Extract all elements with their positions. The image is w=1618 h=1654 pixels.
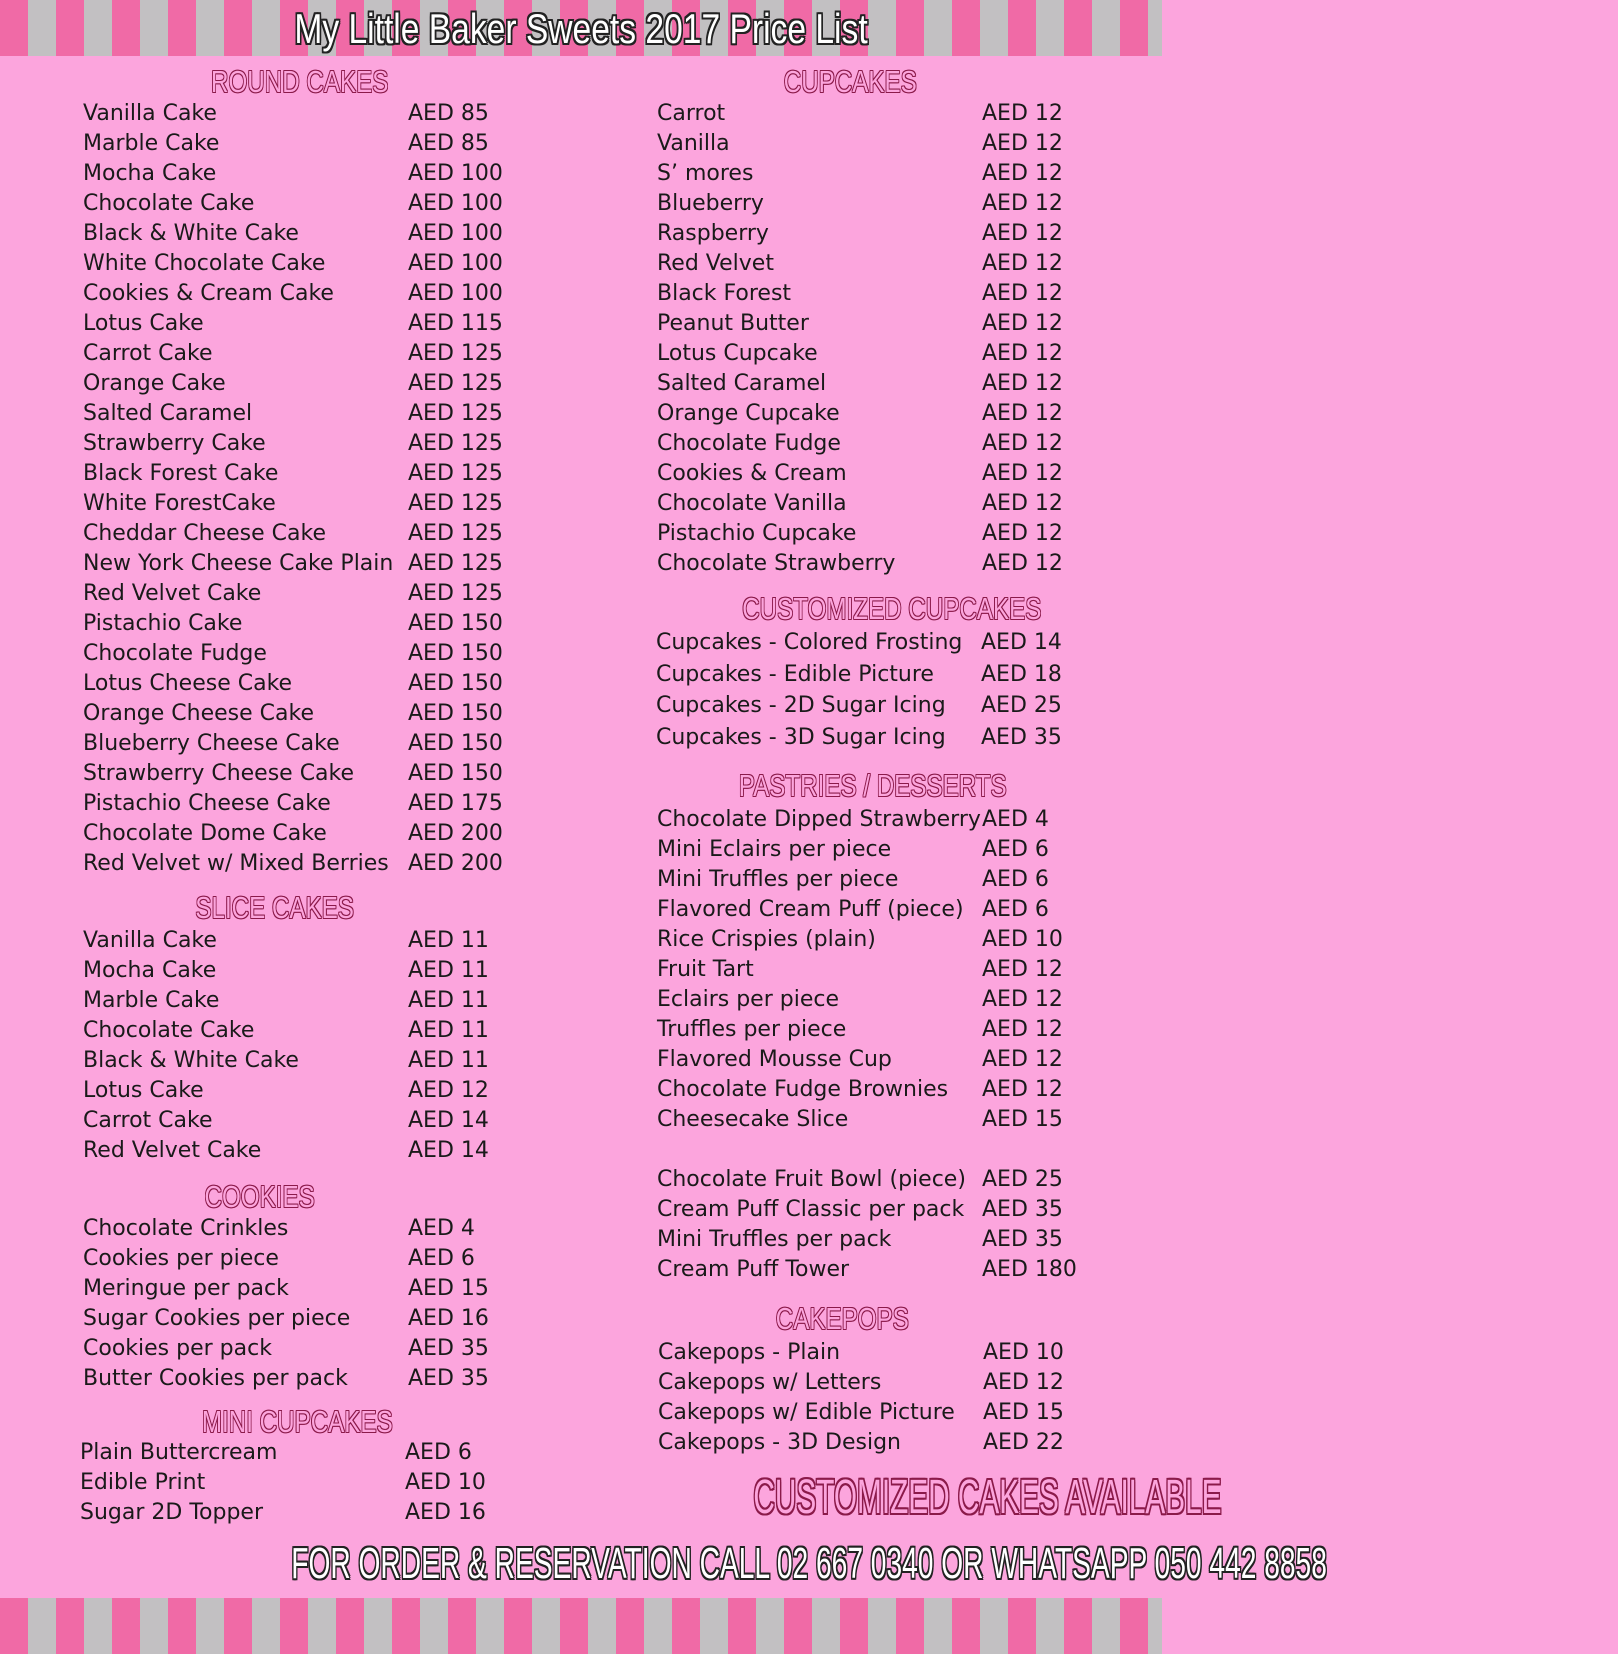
item-price: AED 12 xyxy=(982,371,1063,396)
menu-item xyxy=(657,309,1092,339)
item-price: AED 12 xyxy=(982,551,1063,576)
menu-item xyxy=(83,789,518,819)
menu-item xyxy=(657,399,1092,429)
menu-item xyxy=(657,489,1092,519)
item-name: Cakepops w/ Letters xyxy=(658,1370,882,1395)
item-price: AED 175 xyxy=(408,791,503,816)
menu-item xyxy=(658,1368,1093,1398)
item-price: AED 12 xyxy=(982,987,1063,1012)
item-name: Cakepops - Plain xyxy=(658,1340,841,1365)
menu-item xyxy=(657,805,1092,835)
item-name: Black & White Cake xyxy=(83,1048,299,1073)
item-name: Black & White Cake xyxy=(83,221,299,246)
item-name: Mocha Cake xyxy=(83,161,217,186)
item-price: AED 11 xyxy=(408,1018,489,1043)
menu-item xyxy=(83,429,518,459)
section-heading-pastries-desserts: PASTRIES / DESSERTS xyxy=(738,768,1007,803)
item-price: AED 125 xyxy=(408,371,503,396)
item-name: Truffles per piece xyxy=(657,1017,847,1042)
menu-item xyxy=(657,99,1092,129)
menu-item xyxy=(656,691,1091,721)
item-price: AED 12 xyxy=(982,221,1063,246)
menu-item xyxy=(83,1214,518,1244)
item-price: AED 12 xyxy=(982,341,1063,366)
menu-item xyxy=(83,639,518,669)
item-price: AED 25 xyxy=(981,693,1062,718)
item-price: AED 35 xyxy=(982,1197,1063,1222)
item-price: AED 12 xyxy=(982,521,1063,546)
menu-item xyxy=(83,159,518,189)
item-price: AED 12 xyxy=(982,461,1063,486)
item-price: AED 12 xyxy=(982,431,1063,456)
item-name: Vanilla Cake xyxy=(83,101,217,126)
item-price: AED 125 xyxy=(408,551,503,576)
menu-item xyxy=(83,189,518,219)
menu-item xyxy=(656,628,1091,658)
item-price: AED 10 xyxy=(983,1340,1064,1365)
page-title: My Little Baker Sweets 2017 Price List xyxy=(294,5,868,52)
item-name: Salted Caramel xyxy=(657,371,827,396)
item-name: Chocolate Fudge xyxy=(657,431,841,456)
item-price: AED 200 xyxy=(408,851,503,876)
item-price: AED 25 xyxy=(982,1167,1063,1192)
item-price: AED 12 xyxy=(982,1077,1063,1102)
item-name: Black Forest xyxy=(657,281,792,306)
item-price: AED 180 xyxy=(982,1257,1077,1282)
item-price: AED 12 xyxy=(983,1370,1064,1395)
item-name: Salted Caramel xyxy=(83,401,253,426)
menu-item xyxy=(83,249,518,279)
item-name: Black Forest Cake xyxy=(83,461,279,486)
item-price: AED 11 xyxy=(408,988,489,1013)
item-name: Cakepops w/ Edible Picture xyxy=(658,1400,955,1425)
customized-cakes-banner: CUSTOMIZED CAKES AVAILABLE xyxy=(753,1471,1222,1524)
item-name: Cupcakes - 3D Sugar Icing xyxy=(656,724,946,750)
item-name: New York Cheese Cake Plain xyxy=(83,551,394,576)
item-name: Chocolate Fruit Bowl (piece) xyxy=(657,1167,966,1192)
item-price: AED 15 xyxy=(408,1276,489,1301)
item-price: AED 150 xyxy=(408,641,503,666)
menu-item xyxy=(657,955,1092,985)
menu-item xyxy=(83,609,518,639)
item-name: Marble Cake xyxy=(83,988,220,1013)
item-price: AED 100 xyxy=(408,191,503,216)
item-price: AED 15 xyxy=(982,1107,1063,1132)
item-name: Red Velvet xyxy=(657,251,774,276)
item-price: AED 125 xyxy=(408,431,503,456)
item-name: Cheesecake Slice xyxy=(657,1107,849,1132)
item-name: Red Velvet Cake xyxy=(83,581,262,606)
menu-item xyxy=(657,339,1092,369)
item-price: AED 100 xyxy=(408,281,503,306)
menu-item xyxy=(83,699,518,729)
section-heading-customized-cupcakes: CUSTOMIZED CUPCAKES xyxy=(742,591,1042,626)
item-price: AED 100 xyxy=(408,161,503,186)
item-price: AED 11 xyxy=(408,928,489,953)
menu-item xyxy=(83,1274,518,1304)
menu-item xyxy=(83,759,518,789)
item-price: AED 115 xyxy=(408,311,503,336)
item-name: Cupcakes - Edible Picture xyxy=(656,661,934,687)
item-name: Cupcakes - 2D Sugar Icing xyxy=(656,693,946,718)
item-name: White ForestCake xyxy=(83,491,276,516)
item-price: AED 12 xyxy=(982,491,1063,516)
menu-item xyxy=(83,1304,518,1334)
item-name: Butter Cookies per pack xyxy=(83,1366,348,1391)
item-price: AED 11 xyxy=(408,958,489,983)
menu-item xyxy=(83,309,518,339)
item-name: Cream Puff Tower xyxy=(657,1257,850,1282)
item-name: Chocolate Fudge xyxy=(83,641,267,666)
item-price: AED 200 xyxy=(408,821,503,846)
item-name: Orange Cheese Cake xyxy=(83,701,314,726)
item-name: Cream Puff Classic per pack xyxy=(657,1197,965,1222)
item-name: Meringue per pack xyxy=(83,1276,289,1301)
menu-item xyxy=(80,1498,515,1528)
section-heading-mini-cupcakes: MINI CUPCAKES xyxy=(202,1404,393,1439)
item-price: AED 14 xyxy=(408,1108,489,1133)
item-name: Chocolate Cake xyxy=(83,1018,255,1043)
menu-item xyxy=(83,399,518,429)
item-price: AED 12 xyxy=(982,1017,1063,1042)
item-name: Carrot Cake xyxy=(83,1108,213,1133)
item-name: Mini Truffles per pack xyxy=(657,1227,892,1252)
menu-item xyxy=(657,189,1092,219)
item-price: AED 125 xyxy=(408,461,503,486)
item-name: Mini Truffles per piece xyxy=(657,867,899,892)
menu-item xyxy=(83,729,518,759)
item-price: AED 6 xyxy=(982,897,1049,922)
menu-item xyxy=(658,1428,1093,1458)
item-price: AED 100 xyxy=(408,221,503,246)
menu-item xyxy=(657,1195,1092,1225)
menu-item xyxy=(83,849,518,879)
item-price: AED 150 xyxy=(408,671,503,696)
section-heading-cookies: COOKIES xyxy=(204,1179,316,1214)
item-name: Eclairs per piece xyxy=(657,987,839,1012)
item-price: AED 125 xyxy=(408,401,503,426)
item-price: AED 12 xyxy=(982,957,1063,982)
menu-item xyxy=(83,489,518,519)
item-price: AED 100 xyxy=(408,251,503,276)
menu-item xyxy=(657,129,1092,159)
section-heading-cakepops: CAKEPOPS xyxy=(775,1301,910,1336)
menu-item xyxy=(83,99,518,129)
item-price: AED 125 xyxy=(408,521,503,546)
item-name: Blueberry xyxy=(657,191,764,216)
menu-item xyxy=(83,339,518,369)
item-name: Orange Cake xyxy=(83,371,226,396)
item-price: AED 6 xyxy=(982,837,1049,862)
menu-item xyxy=(80,1438,515,1468)
item-name: Cookies per pack xyxy=(83,1336,272,1361)
menu-item xyxy=(83,1244,518,1274)
menu-item xyxy=(83,579,518,609)
bottom-stripe-border xyxy=(0,1598,1162,1654)
menu-item xyxy=(657,925,1092,955)
menu-item xyxy=(657,1255,1092,1285)
item-price: AED 4 xyxy=(408,1216,475,1241)
section-heading-slice-cakes: SLICE CAKES xyxy=(195,890,355,925)
item-name: Cakepops - 3D Design xyxy=(658,1430,901,1455)
item-name: Sugar 2D Topper xyxy=(80,1500,263,1525)
item-name: Edible Print xyxy=(80,1470,206,1495)
item-price: AED 12 xyxy=(982,101,1063,126)
item-price: AED 35 xyxy=(408,1336,489,1361)
item-name: Carrot xyxy=(657,101,726,126)
item-price: AED 125 xyxy=(408,341,503,366)
menu-item xyxy=(83,549,518,579)
item-price: AED 35 xyxy=(982,1227,1063,1252)
item-name: Chocolate Dipped Strawberry xyxy=(657,807,981,832)
menu-item xyxy=(656,660,1091,690)
item-name: Vanilla Cake xyxy=(83,928,217,953)
item-name: Cookies & Cream Cake xyxy=(83,281,334,306)
menu-item xyxy=(83,219,518,249)
item-price: AED 22 xyxy=(983,1430,1064,1455)
menu-item xyxy=(656,723,1091,753)
menu-item xyxy=(83,1364,518,1394)
item-name: Chocolate Strawberry xyxy=(657,551,896,576)
item-name: Cookies per piece xyxy=(83,1246,279,1271)
menu-item xyxy=(657,279,1092,309)
item-price: AED 12 xyxy=(982,401,1063,426)
item-name: Marble Cake xyxy=(83,131,220,156)
menu-item xyxy=(83,1106,518,1136)
item-price: AED 12 xyxy=(982,191,1063,216)
item-name: Strawberry Cheese Cake xyxy=(83,761,355,786)
item-price: AED 6 xyxy=(405,1440,472,1465)
item-price: AED 12 xyxy=(982,131,1063,156)
item-name: Chocolate Vanilla xyxy=(657,491,847,516)
item-name: Mini Eclairs per piece xyxy=(657,837,892,862)
menu-item xyxy=(657,159,1092,189)
item-name: Lotus Cheese Cake xyxy=(83,671,293,696)
item-price: AED 150 xyxy=(408,761,503,786)
item-name: Chocolate Crinkles xyxy=(83,1216,289,1241)
item-name: Strawberry Cake xyxy=(83,431,266,456)
item-price: AED 18 xyxy=(981,661,1062,687)
menu-item xyxy=(657,895,1092,925)
menu-item xyxy=(657,369,1092,399)
item-price: AED 150 xyxy=(408,731,503,756)
menu-item xyxy=(83,519,518,549)
menu-item xyxy=(657,1045,1092,1075)
menu-item xyxy=(657,1015,1092,1045)
item-name: Chocolate Fudge Brownies xyxy=(657,1077,949,1102)
item-price: AED 150 xyxy=(408,611,503,636)
item-name: Vanilla xyxy=(657,131,730,156)
item-name: Chocolate Cake xyxy=(83,191,255,216)
menu-item xyxy=(83,986,518,1016)
menu-item xyxy=(83,669,518,699)
menu-item xyxy=(657,865,1092,895)
item-name: Pistachio Cheese Cake xyxy=(83,791,331,816)
item-price: AED 150 xyxy=(408,701,503,726)
item-name: Flavored Mousse Cup xyxy=(657,1047,892,1072)
item-price: AED 12 xyxy=(982,1047,1063,1072)
item-price: AED 125 xyxy=(408,491,503,516)
item-price: AED 11 xyxy=(408,1048,489,1073)
menu-item xyxy=(657,1225,1092,1255)
menu-item xyxy=(83,459,518,489)
menu-item xyxy=(657,219,1092,249)
menu-item xyxy=(83,1334,518,1364)
item-price: AED 12 xyxy=(982,311,1063,336)
menu-item xyxy=(83,819,518,849)
menu-item xyxy=(83,1046,518,1076)
menu-item xyxy=(657,985,1092,1015)
menu-item xyxy=(83,129,518,159)
menu-item xyxy=(657,249,1092,279)
item-name: Chocolate Dome Cake xyxy=(83,821,327,846)
item-price: AED 6 xyxy=(408,1246,475,1271)
item-name: Lotus Cupcake xyxy=(657,341,818,366)
menu-item xyxy=(657,519,1092,549)
item-name: Flavored Cream Puff (piece) xyxy=(657,897,964,922)
item-price: AED 14 xyxy=(981,630,1062,655)
item-price: AED 12 xyxy=(982,161,1063,186)
item-name: Blueberry Cheese Cake xyxy=(83,731,340,756)
item-price: AED 12 xyxy=(982,281,1063,306)
item-price: AED 85 xyxy=(408,131,489,156)
item-price: AED 10 xyxy=(982,927,1063,952)
item-price: AED 6 xyxy=(982,867,1049,892)
section-heading-cupcakes: CUPCAKES xyxy=(783,64,917,99)
menu-item xyxy=(657,429,1092,459)
item-name: Pistachio Cake xyxy=(83,611,243,636)
item-name: Fruit Tart xyxy=(657,957,754,982)
menu-item xyxy=(657,835,1092,865)
item-name: Orange Cupcake xyxy=(657,401,840,426)
item-name: White Chocolate Cake xyxy=(83,251,326,276)
menu-item xyxy=(80,1468,515,1498)
menu-item xyxy=(657,459,1092,489)
item-price: AED 16 xyxy=(405,1500,486,1525)
item-name: Pistachio Cupcake xyxy=(657,521,857,546)
item-price: AED 125 xyxy=(408,581,503,606)
item-name: Carrot Cake xyxy=(83,341,213,366)
item-price: AED 12 xyxy=(982,251,1063,276)
item-name: Peanut Butter xyxy=(657,311,809,336)
menu-item xyxy=(83,956,518,986)
item-name: Plain Buttercream xyxy=(80,1440,278,1465)
section-heading-round-cakes: ROUND CAKES xyxy=(211,64,389,99)
item-name: Sugar Cookies per piece xyxy=(83,1306,351,1331)
item-name: Cookies & Cream xyxy=(657,461,847,486)
item-price: AED 35 xyxy=(408,1366,489,1391)
item-price: AED 15 xyxy=(983,1400,1064,1425)
item-name: Lotus Cake xyxy=(83,1078,204,1103)
menu-item xyxy=(657,1165,1092,1195)
item-name: Cheddar Cheese Cake xyxy=(83,521,326,546)
menu-item xyxy=(83,369,518,399)
item-name: Mocha Cake xyxy=(83,958,217,983)
menu-item xyxy=(657,1075,1092,1105)
item-name: Red Velvet Cake xyxy=(83,1138,262,1163)
item-price: AED 10 xyxy=(405,1470,486,1495)
menu-item xyxy=(658,1338,1093,1368)
item-name: Red Velvet w/ Mixed Berries xyxy=(83,851,389,876)
item-price: AED 16 xyxy=(408,1306,489,1331)
item-name: Rice Crispies (plain) xyxy=(657,927,876,952)
menu-item xyxy=(83,1016,518,1046)
item-price: AED 12 xyxy=(408,1078,489,1103)
menu-item xyxy=(657,549,1092,579)
menu-item xyxy=(83,926,518,956)
item-name: S’ mores xyxy=(657,161,754,186)
menu-item xyxy=(658,1398,1093,1428)
item-price: AED 35 xyxy=(981,724,1062,750)
menu-item xyxy=(83,1076,518,1106)
menu-item xyxy=(657,1105,1092,1135)
item-name: Raspberry xyxy=(657,221,769,246)
item-price: AED 85 xyxy=(408,101,489,126)
contact-line: FOR ORDER & RESERVATION CALL 02 667 0340 OR WHATSAPP 050 442 8858 xyxy=(291,1539,1327,1588)
menu-item xyxy=(83,279,518,309)
item-name: Cupcakes - Colored Frosting xyxy=(656,630,963,655)
item-price: AED 14 xyxy=(408,1138,489,1163)
item-name: Lotus Cake xyxy=(83,311,204,336)
item-price: AED 4 xyxy=(982,807,1049,832)
menu-item xyxy=(83,1136,518,1166)
